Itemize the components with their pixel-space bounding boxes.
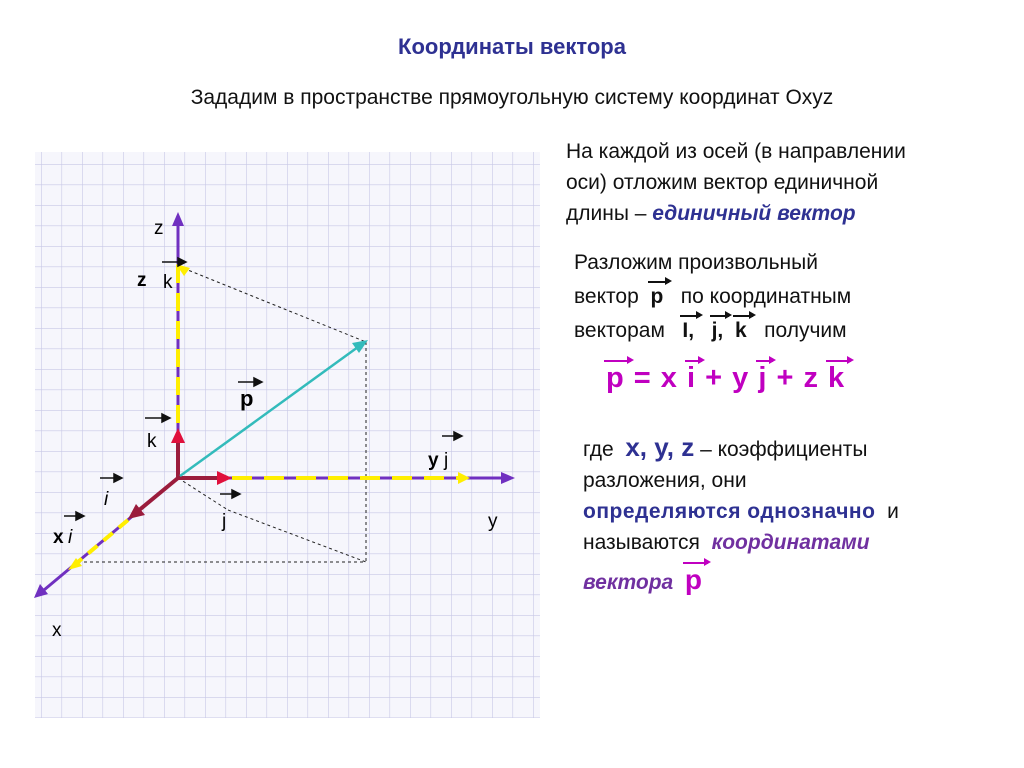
z-vec-label: k: [163, 272, 173, 293]
explain-accent2: координатами: [711, 531, 870, 554]
explain-rest1: – коэффициенты: [700, 438, 868, 461]
explain-line4: [583, 527, 899, 558]
decompose-vec-p: p: [650, 280, 663, 314]
decompose-line3-a: векторам: [574, 319, 665, 342]
explain-line3: [583, 496, 899, 527]
y-coef-label: y: [428, 450, 439, 471]
decompose-vec-i: I,: [682, 314, 694, 348]
explain-line1: [583, 432, 899, 465]
unit-vector-term: единичный вектор: [652, 202, 856, 225]
unit-text-line2: оси) отложим вектор единичной: [566, 171, 879, 194]
explain-accent3: вектора: [583, 571, 674, 594]
explain-vec-p: p: [684, 564, 702, 595]
explain-line4-plain: называются: [583, 531, 700, 554]
unit-k-label: k: [147, 431, 157, 452]
decompose-line3: [574, 314, 851, 348]
decompose-line1: Разложим произвольный: [574, 251, 818, 274]
x-coef-label: x: [53, 527, 64, 548]
explanation-text: [583, 432, 899, 598]
decompose-line2-b: по координатным: [680, 285, 852, 308]
decompose-vec-j: j,: [712, 314, 724, 348]
decomposition-formula: [606, 362, 845, 395]
z-coef-label: z: [137, 270, 147, 291]
formula-y: y: [732, 362, 750, 394]
explain-coefs: x, y, z: [625, 432, 695, 462]
decompose-line2: [574, 280, 851, 314]
explain-where: где: [583, 438, 614, 461]
axis-z-label: z: [154, 218, 164, 239]
formula-eq: =: [633, 362, 652, 394]
formula-z: z: [803, 362, 819, 394]
unit-text-line3-plain: длины –: [566, 202, 647, 225]
axis-y-label: y: [488, 511, 498, 532]
unit-i-label: i: [104, 489, 109, 510]
decompose-line3-b: получим: [764, 319, 847, 342]
formula-j: j: [758, 362, 768, 394]
formula-i: i: [686, 362, 697, 394]
explain-and: и: [887, 500, 899, 523]
decompose-line2-a: вектор: [574, 285, 639, 308]
vector-p-label: p: [240, 386, 254, 411]
formula-plus2: +: [776, 362, 795, 394]
unit-text-line1: На каждой из осей (в направлении: [566, 140, 906, 163]
grid-lines: [35, 152, 540, 718]
explain-accent1: определяются однозначно: [583, 500, 876, 523]
page-subtitle: Зададим в пространстве прямоугольную систему координат Oxyz: [190, 86, 834, 109]
decompose-vec-k: k: [735, 314, 747, 348]
axis-x-label: x: [52, 620, 62, 641]
x-vec-label: i: [68, 527, 73, 548]
unit-text-line3: [566, 198, 906, 229]
page-title: Координаты вектора: [398, 34, 626, 59]
unit-vector-text: [566, 136, 906, 229]
y-vec-label: j: [444, 450, 449, 471]
formula-x: x: [660, 362, 678, 394]
formula-p: p: [606, 362, 625, 394]
formula-plus1: +: [705, 362, 724, 394]
explain-line5: [583, 564, 899, 598]
unit-j-label: j: [222, 511, 227, 532]
explain-line2: разложения, они: [583, 469, 747, 492]
decompose-text: [574, 246, 851, 348]
formula-k: k: [828, 362, 846, 394]
